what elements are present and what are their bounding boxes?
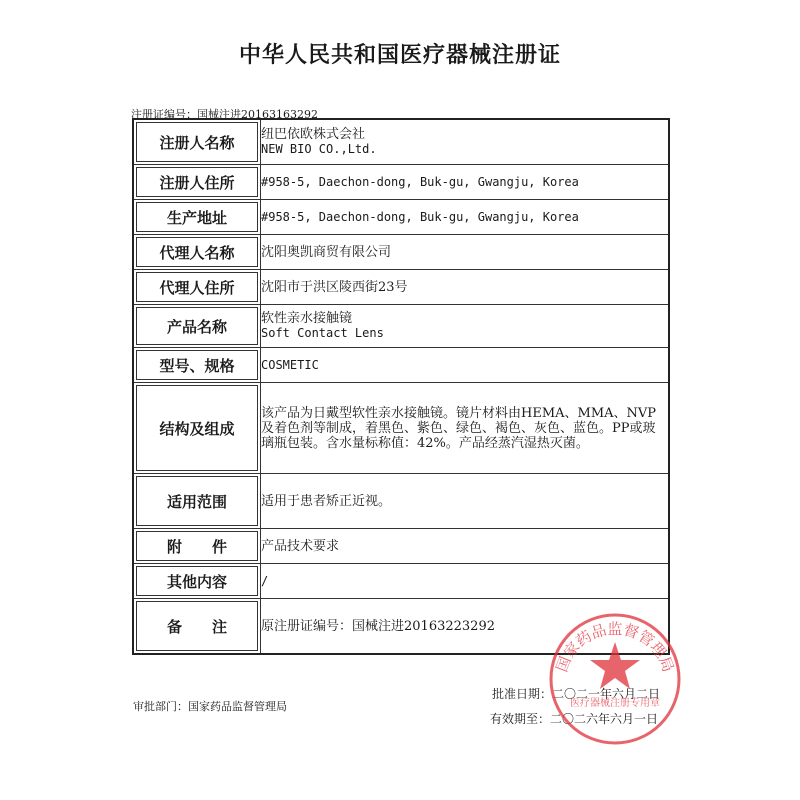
table-row bbox=[133, 119, 669, 165]
field-label: 型号、规格 bbox=[136, 350, 258, 380]
table-row bbox=[133, 165, 669, 200]
field-value-cell bbox=[261, 305, 670, 348]
field-value-cell bbox=[261, 200, 670, 235]
field-value: 该产品为日戴型软性亲水接触镜。镜片材料由HEMA、MMA、NVP及着色剂等制成，着黑色、紫色、绿色、褐色、灰色、蓝色。PP或玻璃瓶包装。含水量标称值：42%。产品经蒸汽湿热灭菌。 bbox=[261, 405, 657, 451]
field-label: 结构及组成 bbox=[136, 385, 258, 471]
field-label: 注册人名称 bbox=[136, 122, 258, 162]
official-seal bbox=[540, 604, 690, 754]
registration-number-value: 国械注进20163163292 bbox=[197, 108, 318, 121]
field-label-cell bbox=[133, 383, 261, 474]
field-value-cell bbox=[261, 348, 670, 383]
field-label-cell bbox=[133, 200, 261, 235]
field-value: 沈阳市于洪区陵西街23号 bbox=[261, 279, 408, 295]
field-value: COSMETIC bbox=[261, 357, 319, 372]
seal-center-text: 医疗器械注册专用章 bbox=[570, 698, 660, 709]
field-value-cell bbox=[261, 165, 670, 200]
field-label-cell bbox=[133, 529, 261, 564]
table-row bbox=[133, 529, 669, 564]
field-value: #958-5, Daechon-dong, Buk-gu, Gwangju, Korea bbox=[261, 209, 579, 224]
table-row bbox=[133, 564, 669, 599]
field-label-cell bbox=[133, 474, 261, 529]
table-row bbox=[133, 474, 669, 529]
table-row bbox=[133, 200, 669, 235]
field-value-cell bbox=[261, 564, 670, 599]
field-value-cell bbox=[261, 474, 670, 529]
field-value-cell bbox=[261, 235, 670, 270]
table-row bbox=[133, 383, 669, 474]
field-value: 适用于患者矫正近视。 bbox=[261, 493, 392, 509]
table-row bbox=[133, 348, 669, 383]
field-value: 纽巴依欧株式会社 bbox=[261, 127, 366, 142]
approval-date: 批准日期：二〇二一年六月二日 bbox=[492, 687, 661, 701]
field-label: 适用范围 bbox=[136, 476, 258, 526]
table-row bbox=[133, 305, 669, 348]
field-value: 原注册证编号：国械注进20163223292 bbox=[261, 618, 495, 634]
field-label-cell bbox=[133, 270, 261, 305]
field-label-cell bbox=[133, 305, 261, 348]
field-value: #958-5, Daechon-dong, Buk-gu, Gwangju, Korea bbox=[261, 174, 579, 189]
field-value-cell bbox=[261, 119, 670, 165]
certificate-table bbox=[132, 118, 670, 655]
table-row bbox=[133, 270, 669, 305]
field-label: 代理人名称 bbox=[136, 237, 258, 267]
field-value: Soft Contact Lens bbox=[261, 326, 384, 340]
field-label-cell bbox=[133, 564, 261, 599]
field-label-cell bbox=[133, 599, 261, 655]
seal-ring-text: 国家药品监督管理局 bbox=[552, 620, 678, 675]
field-value: 软性亲水接触镜 bbox=[261, 311, 353, 326]
field-label-cell bbox=[133, 235, 261, 270]
field-value: / bbox=[261, 573, 269, 588]
field-label: 注册人住所 bbox=[136, 167, 258, 197]
field-value-cell bbox=[261, 270, 670, 305]
page-title: 中华人民共和国医疗器械注册证 bbox=[238, 43, 561, 68]
registration-number-label: 注册证编号： bbox=[131, 108, 197, 121]
field-label-cell bbox=[133, 119, 261, 165]
field-label: 其他内容 bbox=[136, 566, 258, 596]
valid-until: 有效期至：二〇二六年六月一日 bbox=[490, 712, 659, 726]
seal-star-icon bbox=[590, 642, 640, 689]
field-label-cell bbox=[133, 348, 261, 383]
field-label: 生产地址 bbox=[136, 202, 258, 232]
approval-department: 审批部门：国家药品监督管理局 bbox=[133, 700, 287, 713]
field-value-cell bbox=[261, 383, 670, 474]
field-label: 备 注 bbox=[136, 601, 258, 651]
field-label: 附 件 bbox=[136, 531, 258, 561]
field-label-cell bbox=[133, 165, 261, 200]
field-label: 代理人住所 bbox=[136, 272, 258, 302]
field-label: 产品名称 bbox=[136, 307, 258, 345]
field-value: 产品技术要求 bbox=[261, 538, 340, 554]
field-value-cell bbox=[261, 529, 670, 564]
field-value: 沈阳奥凯商贸有限公司 bbox=[261, 244, 392, 260]
field-value: NEW BIO CO.,Ltd. bbox=[261, 142, 377, 156]
table-row bbox=[133, 235, 669, 270]
